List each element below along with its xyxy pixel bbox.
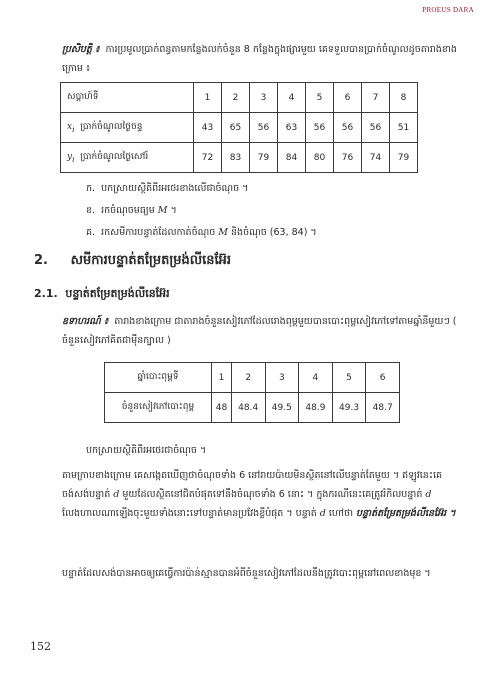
var-d: d xyxy=(425,489,432,500)
table-cell: 49.3 xyxy=(332,393,366,423)
para-part: តាមក្រាបខាងក្រោម គេសង្កេតឃើញថាចំណុចទាំង 6 នៅរាយប៉ាយមិនស្ថិតនៅលើបន្ទាត់តែមួយ ។ ឥឡូវនេះគេចង់សង់បន្ទាត់ xyxy=(62,470,443,500)
example2-label: ឧទាហរណ៍ ៖ xyxy=(62,316,109,327)
item-tail: និងចំណុច (63, 84) ។ xyxy=(231,227,317,238)
var-x: x xyxy=(67,122,73,132)
table-cell: 79 xyxy=(390,143,418,173)
row-label-y xyxy=(61,143,194,173)
table-cell: 56 xyxy=(362,113,390,143)
running-header: PROEUS DARA xyxy=(422,6,474,14)
table-cell: 49.5 xyxy=(265,393,299,423)
exercise-item-b xyxy=(86,204,177,218)
income-col-1: 1 xyxy=(194,83,222,113)
table-cell: 65 xyxy=(222,113,250,143)
item-tail: ។ xyxy=(170,205,177,216)
section-number: 2. xyxy=(34,253,48,268)
subsection-title: បន្ទាត់តម្រែតម្រង់លីនេអ៊ែរ xyxy=(65,287,170,300)
example1-label: ប្រសិបត្តិ ៖ xyxy=(62,44,100,55)
estimate-paragraph: បន្ទាត់ដែលសង់បានអាចឲ្យគេធ្វើការប៉ាន់ស្មានបានអំពីចំនួនសៀវភៅដែលនឹងត្រូវបោះពុម្ពនៅពេលខាងមុខ ។ xyxy=(62,568,431,579)
income-col-2: 2 xyxy=(222,83,250,113)
var-m: M xyxy=(218,227,228,238)
var-y: y xyxy=(67,152,73,162)
table-cell: 48 xyxy=(212,393,232,423)
table-cell: 72 xyxy=(194,143,222,173)
books-header-label: ឆ្នាំបោះពុម្ពទី xyxy=(105,363,212,393)
exercise-item-a xyxy=(86,182,248,196)
table-cell: 63 xyxy=(278,113,306,143)
income-col-5: 5 xyxy=(306,83,334,113)
item-letter: គ. xyxy=(86,227,96,238)
income-table-header-row xyxy=(61,83,418,113)
books-col-5: 5 xyxy=(332,363,366,393)
table-row xyxy=(61,113,418,143)
books-col-1: 1 xyxy=(212,363,232,393)
var-d: d xyxy=(319,508,326,519)
income-col-6: 6 xyxy=(334,83,362,113)
table-cell: 51 xyxy=(390,113,418,143)
table-cell: 56 xyxy=(334,113,362,143)
page-number: 152 xyxy=(30,640,51,653)
income-table xyxy=(60,82,418,173)
section-title: សមីការបន្ទាត់តម្រែតម្រង់លីនេអ៊ែរ xyxy=(70,253,232,268)
item-text: បកស្រាយស្ថិតិពីរអថេរខាងលើជាចំណុច ។ xyxy=(101,183,249,194)
table-cell: 48.9 xyxy=(299,393,333,423)
example2-text: តារាងខាងក្រោម ជាតារាងចំនួនសៀវភៅដែលរោងពុម្ពមួយបានបោះពុម្ពសៀវភៅទៅតាមឆ្នាំនីមួយៗ ( ចំនួនសៀវភៅគិតជាម៉ឺនក្បាល ) xyxy=(62,316,457,346)
var-d: d xyxy=(113,489,120,500)
item-text: រកសមីការបន្ទាត់ដែលកាត់ចំណុច xyxy=(101,227,216,238)
table-cell: 79 xyxy=(250,143,278,173)
subsection-number: 2.1. xyxy=(34,287,58,300)
row-label-text: ប្រាក់ចំណូលថ្ងៃចន្ទ xyxy=(80,122,143,132)
var-m: M xyxy=(157,205,168,216)
section-heading xyxy=(34,252,231,271)
para-part: លែងហាលណាឡើងចុះមួយទាំងនោះទៅបន្ទាត់មានប្រវែងខ្លីបំផុត ។ បន្ទាត់ xyxy=(62,508,317,519)
item-letter: ក. xyxy=(86,183,96,194)
table-cell: 74 xyxy=(362,143,390,173)
row-label-x xyxy=(61,113,194,143)
table-row xyxy=(105,393,400,423)
table-cell: 84 xyxy=(278,143,306,173)
table-cell: 48.7 xyxy=(366,393,400,423)
item-text: រកចំណុចមធ្យម xyxy=(101,205,155,216)
income-col-7: 7 xyxy=(362,83,390,113)
row-label-text: ប្រាក់ចំណូលថ្ងៃសៅរ៍ xyxy=(80,152,149,162)
books-col-2: 2 xyxy=(231,363,265,393)
income-col-8: 8 xyxy=(390,83,418,113)
example2-intro xyxy=(62,312,462,350)
books-table xyxy=(104,362,400,423)
para-part: ហៅថា xyxy=(328,508,353,519)
table-cell: 48.4 xyxy=(231,393,265,423)
table-cell: 83 xyxy=(222,143,250,173)
books-table-header-row xyxy=(105,363,400,393)
item-letter: ខ. xyxy=(86,205,96,216)
books-col-6: 6 xyxy=(366,363,400,393)
example1-text: ការប្រមូលប្រាក់ពន្ធតាមកន្លែងលក់ចំនួន 8 កន្លែងក្នុងផ្សារមួយ គេទទួលបានប្រាក់ចំណូលដូចតារាងខាងក្រោម ៖ xyxy=(62,44,457,74)
books-row-label: ចំនួនសៀវភៅបោះពុម្ព xyxy=(105,393,212,423)
example1-intro xyxy=(62,40,462,78)
table-cell: 56 xyxy=(250,113,278,143)
para-part: មួយដែលស្ថិតនៅជិតបំផុតទៅនឹងចំណុចទាំង 6 នោះ ។ ក្នុងករណីនេះគេត្រូវរំកិលបន្ទាត់ xyxy=(122,489,423,500)
income-col-3: 3 xyxy=(250,83,278,113)
income-col-4: 4 xyxy=(278,83,306,113)
exercise-item-c xyxy=(86,226,317,240)
books-col-4: 4 xyxy=(299,363,333,393)
regression-term: បន្ទាត់តម្រែតម្រង់លីនេអ៊ែរ ។ xyxy=(356,508,456,519)
scatter-instruction: បកស្រាយស្ថិតិពីរអថេរជាចំណុច ។ xyxy=(86,445,207,456)
table-cell: 43 xyxy=(194,113,222,143)
var-sub: i xyxy=(72,124,75,134)
table-cell: 56 xyxy=(306,113,334,143)
table-row xyxy=(61,143,418,173)
subsection-heading xyxy=(34,287,170,303)
regression-paragraph xyxy=(62,466,462,523)
income-header-label: សប្តាហ៍ទី xyxy=(61,83,194,113)
table-cell: 80 xyxy=(306,143,334,173)
var-sub: i xyxy=(72,154,75,164)
table-cell: 76 xyxy=(334,143,362,173)
books-col-3: 3 xyxy=(265,363,299,393)
